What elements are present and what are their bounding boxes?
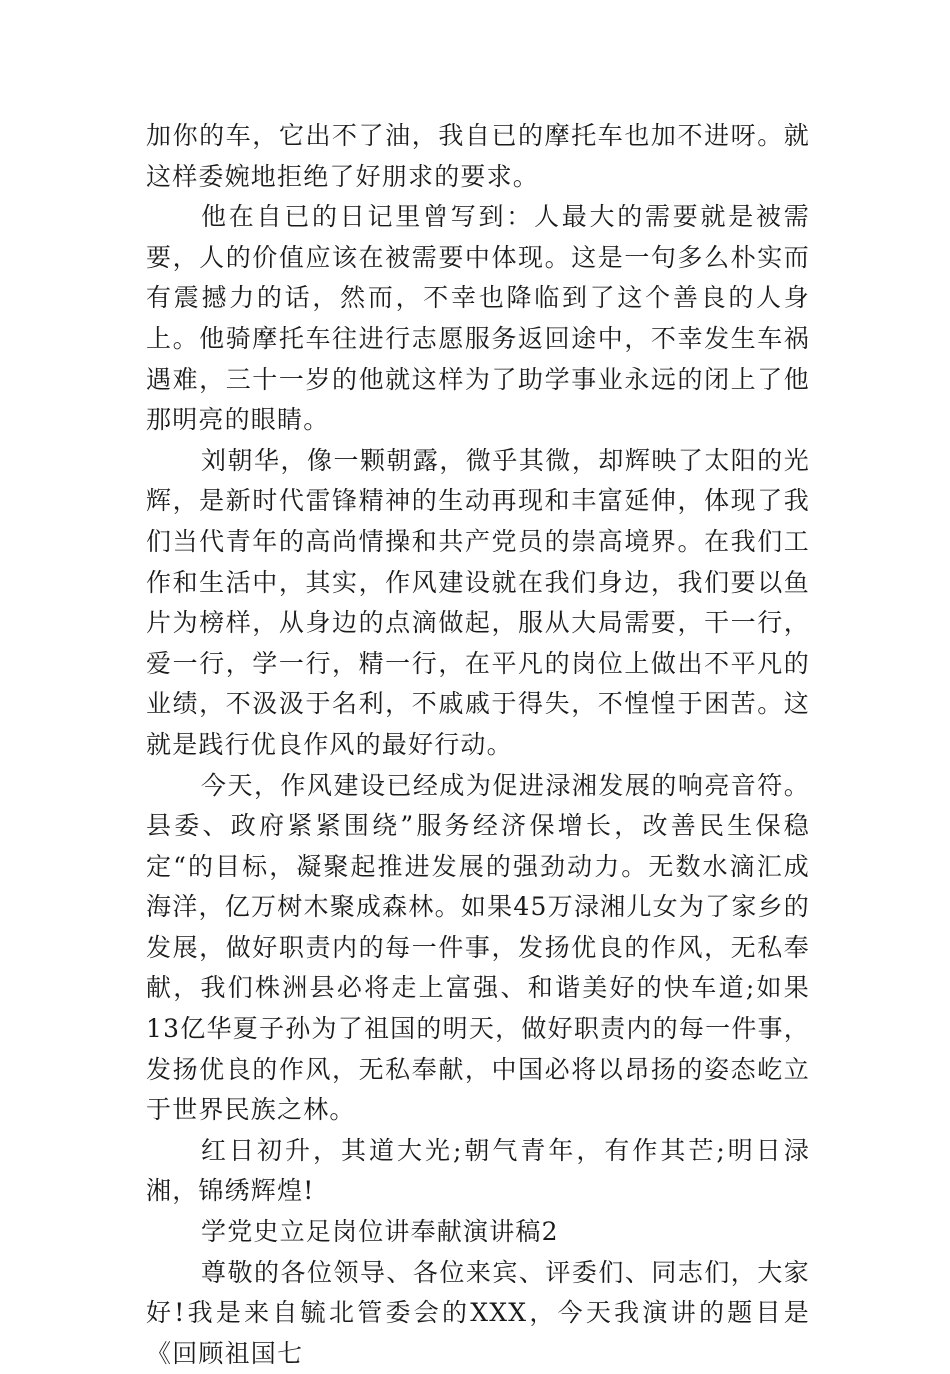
paragraph-5: 红日初升，其道大光;朝气青年，有作其芒;明日渌湘，锦绣辉煌! [146,1135,810,1206]
paragraph-2: 他在自已的日记里曾写到：人最大的需要就是被需要，人的价值应该在被需要中体现。这是一句多么朴实而有震撼力的话，然而，不幸也降临到了这个善良的人身上。他骑摩托车往进行志愿服务返回途中，不幸发生车祸遇难，三十一岁的他就这样为了助学事业永远的闭上了他那明亮的眼睛。 [146,202,810,435]
paragraph-3: 刘朝华，像一颗朝露，微乎其微，却辉映了太阳的光辉，是新时代雷锋精神的生动再现和丰富延伸，体现了我们当代青年的高尚情操和共产党员的崇高境界。在我们工作和生活中，其实，作风建设就在我们身边，我们要以鱼片为榜样，从身边的点滴做起，服从大局需要，干一行，爱一行，学一行，精一行，在平凡的岗位上做出不平凡的业绩，不汲汲于名利，不戚戚于得失，不惶惶于困苦。这就是践行优良作风的最好行动。 [146,445,810,759]
section-title: 学党史立足岗位讲奉献演讲稿2 [201,1217,559,1247]
paragraph-6: 尊敬的各位领导、各位来宾、评委们、同志们，大家好!我是来自毓北管委会的XXX，今天我演讲的题目是《回顾祖国七 [146,1257,810,1368]
document-body [146,116,810,1374]
paragraph-1: 加你的车，它出不了油，我自已的摩托车也加不进呀。就这样委婉地拒绝了好朋求的要求。 [146,121,810,191]
paragraph-4: 今天，作风建设已经成为促进渌湘发展的响亮音符。县委、政府紧紧围绕”服务经济保增长，改善民生保稳定“的目标，凝聚起推进发展的强劲动力。无数水滴汇成海洋，亿万树木聚成森林。如果45万渌湘儿女为了家乡的发展，做好职责内的每一件事，发扬优良的作风，无私奉献，我们株洲县必将走上富强、和谐美好的快车道;如果13亿华夏子孙为了祖国的明天，做好职责内的每一件事，发扬优良的作风，无私奉献，中国必将以昂扬的姿态屹立于世界民族之林。 [146,770,810,1125]
